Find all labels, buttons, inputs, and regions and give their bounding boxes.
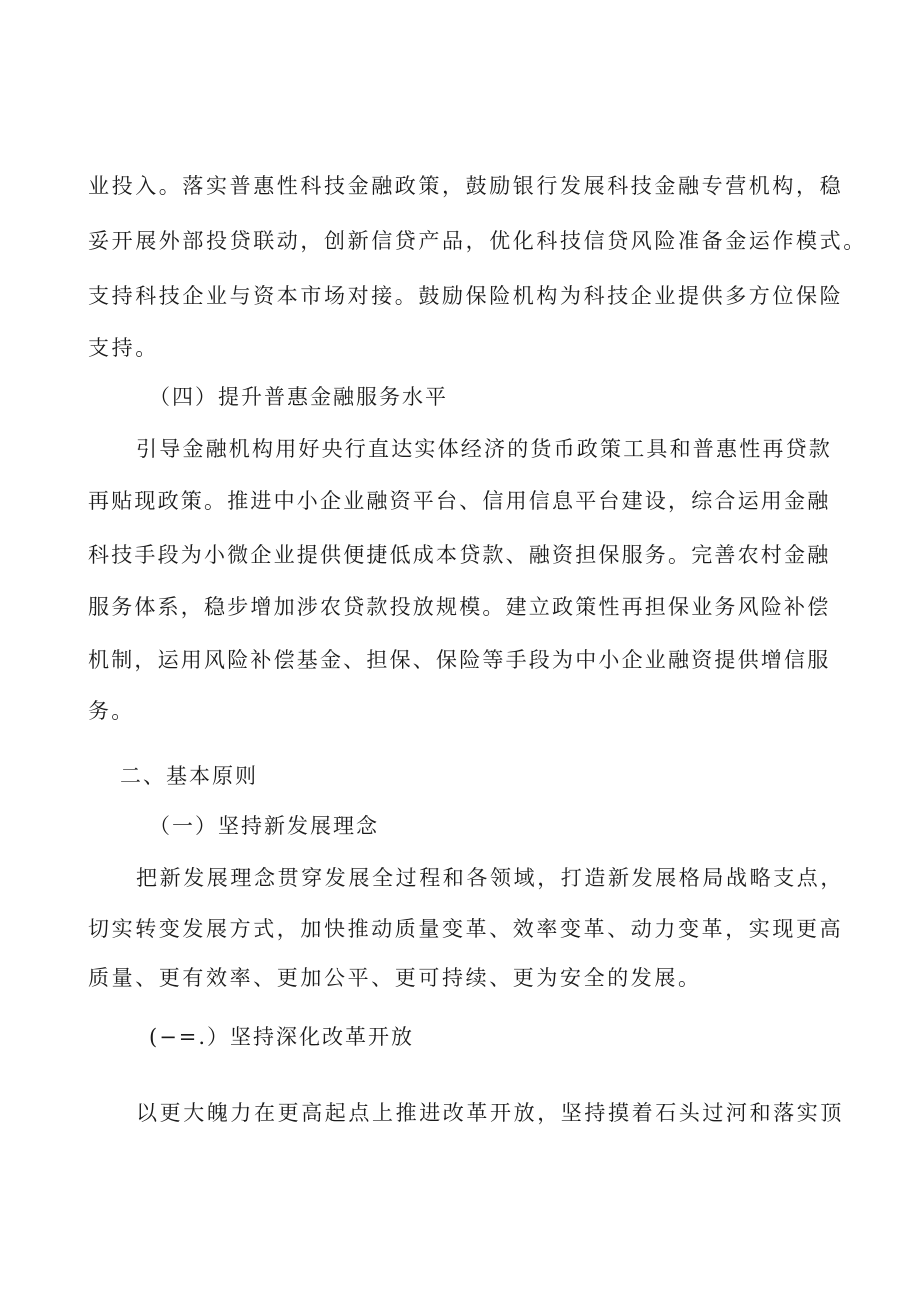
text-line: 支持。: [88, 336, 159, 360]
text-line: 科技手段为小微企业提供便捷低成本贷款、融资担保服务。完善农村金融: [88, 543, 831, 567]
text-line: 业投入。落实普惠性科技金融政策，鼓励银行发展科技金融专营机构，稳: [88, 174, 844, 198]
text-line: 切实转变发展方式，加快推动质量变革、效率变革、动力变革，实现更高: [88, 917, 844, 941]
text-line: 服务体系，稳步增加涉农贷款投放规模。建立政策性再担保业务风险补偿: [88, 595, 831, 619]
subheading-reform-opening: (−=.）坚持深化改革开放: [149, 1025, 415, 1049]
section-heading-basic-principles: 二、基本原则: [120, 764, 258, 788]
subheading-new-development: （一）坚持新发展理念: [149, 814, 379, 838]
text-line: 质量、更有效率、更加公平、更可持续、更为安全的发展。: [88, 966, 702, 990]
text-line: 以更大魄力在更高起点上推进改革开放，坚持摸着石头过河和落实顶: [136, 1101, 844, 1125]
text-line: 引导金融机构用好央行直达实体经济的货币政策工具和普惠性再贷款: [136, 437, 832, 461]
text-line: 妥开展外部投贷联动，创新信贷产品，优化科技信贷风险准备金运作模式。: [88, 229, 867, 253]
text-line: 机制，运用风险补偿基金、担保、保险等手段为中小企业融资提供增信服: [88, 648, 831, 672]
text-line: 把新发展理念贯穿发展全过程和各领域，打造新发展格局战略支点，: [136, 866, 844, 890]
text-line: 支持科技企业与资本市场对接。鼓励保险机构为科技企业提供多方位保险: [88, 284, 844, 308]
text-line: 务。: [88, 699, 135, 723]
text-line: 再贴现政策。推进中小企业融资平台、信用信息平台建设，综合运用金融: [88, 489, 831, 513]
subheading-inclusive-finance: （四）提升普惠金融服务水平: [149, 385, 448, 409]
